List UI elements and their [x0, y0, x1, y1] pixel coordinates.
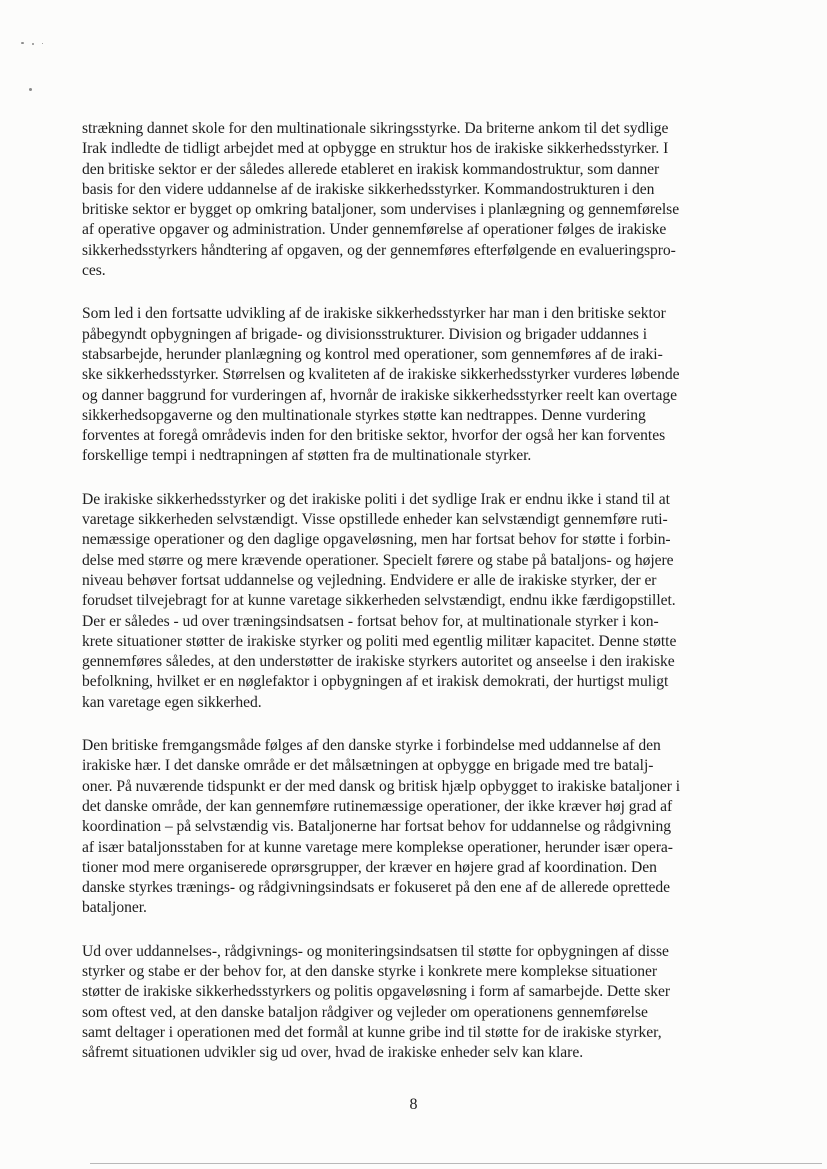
text-line: danske styrkes trænings- og rådgivningsindsats er fokuseret på den ene af de allerede oprettede: [82, 879, 671, 897]
text-line: samt deltager i operationen med det formål at kunne gribe ind til støtte for de irakiske styrker,: [82, 1023, 662, 1041]
text-line: tioner mod mere organiserede oprørsgrupper, der kræver en højere grad af koordination. Den: [82, 858, 657, 876]
text-line: såfremt situationen udvikler sig ud over, hvad de irakiske enheder selv kan klare.: [82, 1044, 584, 1062]
paragraph: [82, 304, 754, 466]
page-number: 8: [409, 1096, 418, 1113]
text-line: nemæssige operationer og den daglige opgaveløsning, men har fortsat behov for støtte i forbin-: [82, 531, 671, 549]
paragraph: [82, 736, 754, 919]
body-text: [82, 119, 754, 1086]
text-line: britiske sektor er bygget op omkring bataljoner, som undervises i planlægning og gennemførelse: [82, 201, 680, 219]
text-line: og danner baggrund for vurderingen af, hvornår de irakiske sikkerhedsstyrker reelt kan overtage: [82, 386, 677, 404]
text-line: Ud over uddannelses-, rådgivnings- og moniteringsindsatsen til støtte for opbygningen af disse: [82, 942, 669, 960]
text-line: sikkerhedsopgaverne og den multinationale styrkes støtte kan nedtrappes. Denne vurdering: [82, 406, 646, 424]
text-line: af især bataljonsstaben for at kunne varetage mere komplekse operationer, herunder især opera-: [82, 838, 673, 856]
text-line: oner. På nuværende tidspunkt er der med dansk og britisk hjælp opbygget to irakiske bataljoner i: [82, 777, 681, 795]
text-line: bataljoner.: [82, 899, 147, 917]
text-line: ces.: [82, 262, 106, 280]
text-line: irakiske hær. I det danske område er det målsætningen at opbygge en brigade med tre batalj-: [82, 757, 654, 775]
scan-speck: [21, 42, 24, 44]
text-line: støtter de irakiske sikkerhedsstyrkers og politis opgaveløsning i form af samarbejde. Dette sker: [82, 983, 671, 1001]
text-line: som oftest ved, at den danske bataljon rådgiver og vejleder om operationens gennemførelse: [82, 1003, 648, 1021]
text-line: af operative opgaver og administration. Under gennemførelse af operationer følges de irakiske: [82, 221, 667, 239]
bottom-rule: [90, 1163, 822, 1164]
text-line: niveau behøver fortsat uddannelse og vejledning. Endvidere er alle de irakiske styrker, der er: [82, 571, 657, 589]
text-line: kan varetage egen sikkerhed.: [82, 693, 262, 711]
text-line: basis for den videre uddannelse af de irakiske sikkerhedsstyrker. Kommandostrukturen i den: [82, 180, 655, 198]
text-line: varetage sikkerheden selvstændigt. Visse opstillede enheder kan selvstændigt gennemføre ruti-: [82, 511, 668, 529]
text-line: Irak indledte de tidligt arbejdet med at opbygge en struktur hos de irakiske sikkerhedsstyrker. I: [82, 140, 669, 158]
text-line: gennemføres således, at den understøtter de irakiske styrkers autoritet og anseelse i den irakiske: [82, 653, 675, 671]
text-line: den britiske sektor er der således allerede etableret en irakisk kommandostruktur, som danner: [82, 160, 660, 178]
text-line: delse med større og mere krævende operationer. Specielt førere og stabe på bataljons- og højere: [82, 551, 674, 569]
text-line: det danske område, der kan gennemføre rutinemæssige operationer, der ikke kræver høj grad af: [82, 797, 673, 815]
text-line: koordination – på selvstændig vis. Bataljonerne har fortsat behov for uddannelse og rådgivning: [82, 818, 672, 836]
text-line: Den britiske fremgangsmåde følges af den danske styrke i forbindelse med uddannelse af den: [82, 737, 661, 755]
text-line: forventes at foregå områdevis inden for den britiske sektor, hvorfor der også her kan forventes: [82, 427, 666, 445]
scan-speck: [29, 88, 32, 91]
text-line: påbegyndt opbygningen af brigade- og divisionsstrukturer. Division og brigader uddannes i: [82, 325, 648, 343]
text-line: stabsarbejde, herunder planlægning og kontrol med operationer, som gennemføres af de iraki-: [82, 345, 663, 363]
text-line: strækning dannet skole for den multinationale sikringsstyrke. Da briterne ankom til det sydlige: [82, 120, 669, 137]
text-line: Der er således - ud over træningsindsatsen - fortsat behov for, at multinationale styrker i kon-: [82, 612, 659, 630]
text-line: ske sikkerhedsstyrker. Størrelsen og kvaliteten af de irakiske sikkerhedsstyrker vurderes løbende: [82, 366, 680, 384]
text-line: befolkning, hvilket er en nøglefaktor i opbygningen af et irakisk demokrati, der hurtigst muligt: [82, 673, 669, 691]
paragraph: [82, 490, 754, 713]
scan-speck: [42, 43, 43, 44]
paragraph: [82, 942, 754, 1064]
text-line: Som led i den fortsatte udvikling af de irakiske sikkerhedsstyrker har man i den britiske sektor: [82, 305, 666, 323]
paragraph: [82, 119, 754, 281]
text-line: sikkerhedsstyrkers håndtering af opgaven, og der gennemføres efterfølgende en evalueringspro-: [82, 241, 676, 259]
text-line: De irakiske sikkerhedsstyrker og det irakiske politi i det sydlige Irak er endnu ikke i stand til at: [82, 490, 670, 508]
scan-speck: [32, 43, 34, 45]
text-line: krete situationer støtter de irakiske styrker og politi med egentlig militær kapacitet. Denne støtte: [82, 632, 677, 650]
text-line: styrker og stabe er der behov for, at den danske styrke i konkrete mere komplekse situationer: [82, 962, 657, 980]
text-line: forudset tilvejebragt for at kunne varetage sikkerheden selvstændigt, endnu ikke færdigopstillet.: [82, 592, 676, 610]
text-line: forskellige tempi i nedtrapningen af støtten fra de multinationale styrker.: [82, 447, 532, 465]
